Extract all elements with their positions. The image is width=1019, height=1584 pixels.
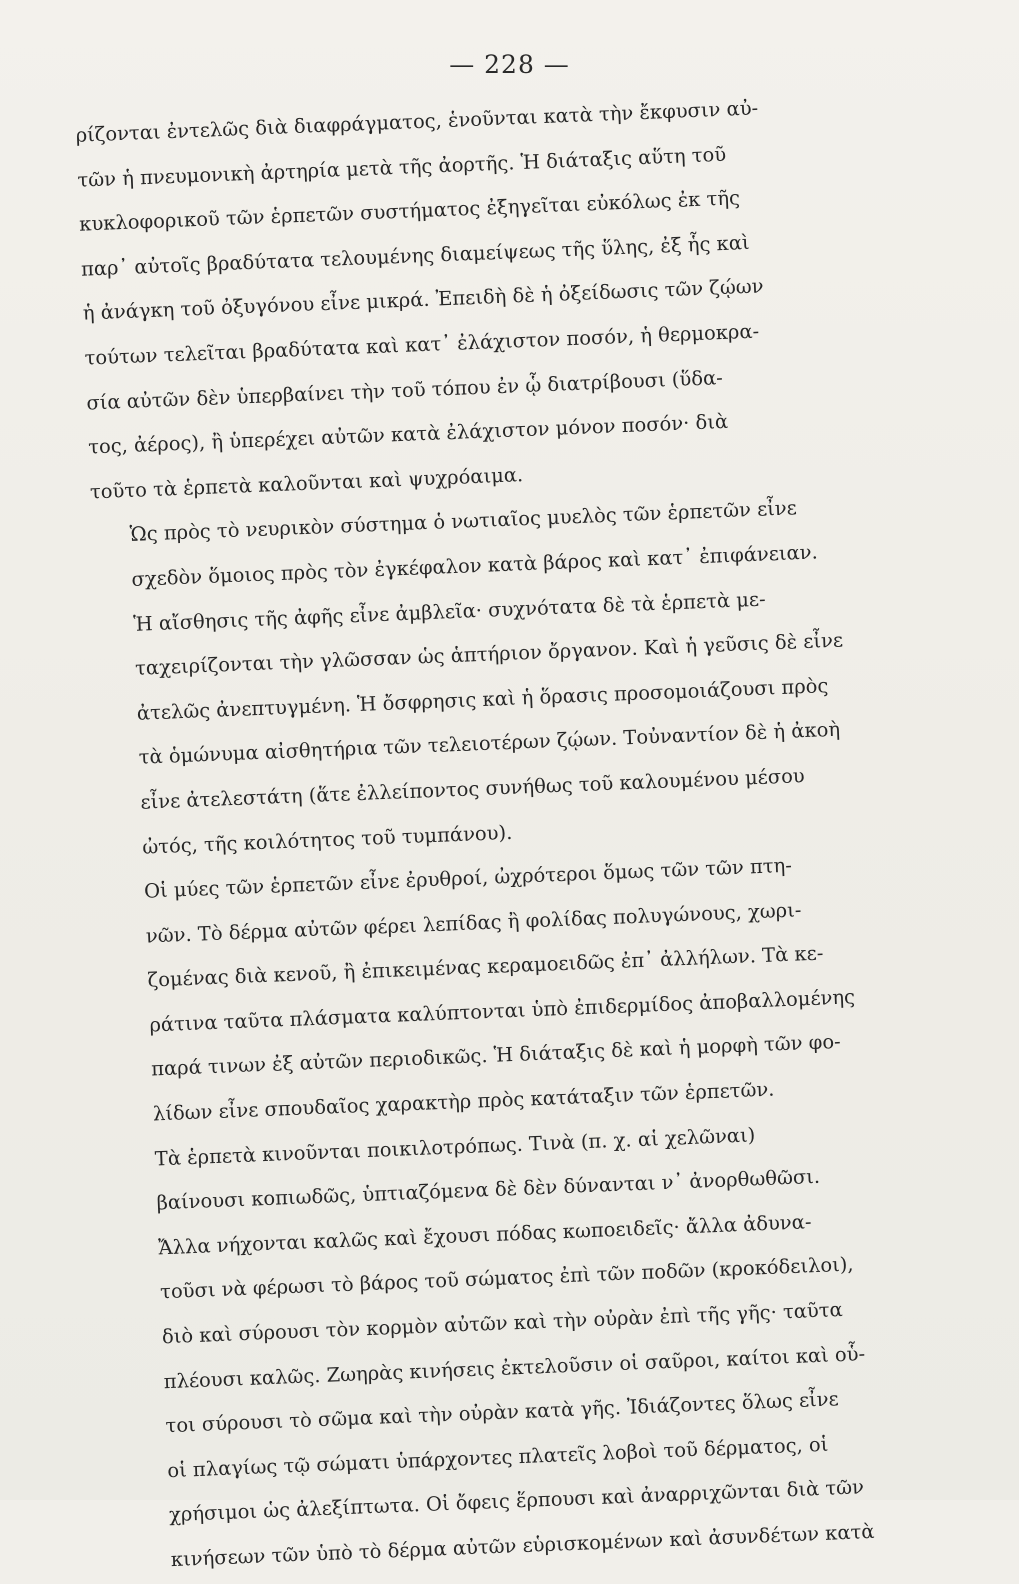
text-line: Ἄλλα νήχονται καλῶς καὶ ἔχουσι πόδας κωποειδεῖς· ἄλλα ἀδυνα-	[157, 1210, 812, 1260]
text-line: χρήσιμοι ὡς ἀλεξίπτωτα. Οἱ ὄφεις ἕρπουσι καὶ ἀναρριχῶνται διὰ τῶν	[168, 1475, 865, 1527]
paragraph	[75, 79, 950, 515]
text-line: Ὡς πρὸς τὸ νευρικὸν σύστημα ὁ νωτιαῖος μυελὸς τῶν ἑρπετῶν εἶνε	[129, 496, 798, 547]
text-line: τος, ἀέρος), ἢ ὑπερέχει αὐτῶν κατὰ ἐλάχιστον μόνον ποσόν· διὰ	[87, 410, 729, 459]
text-line: διὸ καὶ σύρουσι τὸν κορμὸν αὐτῶν καὶ τὴν οὐρὰν ἐπὶ τῆς γῆς· ταῦτα	[161, 1298, 844, 1349]
body-text	[75, 79, 993, 1584]
text-line: νῶν. Τὸ δέρμα αὐτῶν φέρει λεπίδας ἢ φολίδας πολυγώνους, χωρι-	[145, 898, 802, 948]
text-line: Τὰ ἑρπετὰ κινοῦνται ποικιλοτρόπως. Τινὰ (π. χ. αἱ χελῶναι)	[154, 1123, 756, 1171]
text-line: τοῦτο τὰ ἑρπετὰ καλοῦνται καὶ ψυχρόαιμα.	[89, 462, 524, 504]
paragraph	[95, 569, 965, 871]
paragraph	[116, 1104, 993, 1584]
text-line: Ἡ αἴσθησις τῆς ἀφῆς εἶνε ἀμβλεῖα· συχνότατα δὲ τὰ ἑρπετὰ με-	[132, 587, 766, 636]
text-line: ὠτός, τῆς κοιλότητος τοῦ τυμπάνου).	[141, 820, 513, 859]
text-line: τῶν ἡ πνευμονικὴ ἀρτηρία μετὰ τῆς ἀορτῆς. Ἡ διάταξις αὕτη τοῦ	[77, 142, 727, 192]
text-line: ράτινα ταῦτα πλάσματα καλύπτονται ὑπὸ ἐπιδερμίδος ἀποβαλλομένης	[148, 985, 856, 1037]
text-line: Οἱ μύες τῶν ἑρπετῶν εἶνε ἐρυθροί, ὠχρότεροι ὅμως τῶν τῶν πτη-	[143, 853, 793, 903]
text-line: ταχειρίζονται τὴν γλῶσσαν ὡς ἁπτήριον ὄργανον. Καὶ ἡ γεῦσις δὲ εἶνε	[134, 628, 844, 680]
text-line: παρ᾽ αὐτοῖς βραδύτατα τελουμένης διαμείψεως τῆς ὕλης, ἐξ ἧς καὶ	[80, 230, 750, 281]
text-line: τοῦσι νὰ φέρωσι τὸ βάρος τοῦ σώματος ἐπὶ τῶν ποδῶν (κροκόδειλοι),	[159, 1252, 854, 1304]
text-line: βαίνουσι κοπιωδῶς, ὑπτιαζόμενα δὲ δὲν δύνανται ν᾽ ἀνορθωθῶσι.	[156, 1165, 821, 1215]
text-line: τὰ ὁμώνυμα αἰσθητήρια τῶν τελειοτέρων ζῴων. Τοὐναντίον δὲ ἡ ἀκοὴ	[138, 717, 841, 770]
text-line: πλέουσι καλῶς. Ζωηρὰς κινήσεις ἐκτελοῦσιν οἱ σαῦροι, καίτοι καὶ οὗ-	[163, 1341, 866, 1393]
page-number: — 228 —	[449, 50, 570, 79]
text-line: παρά τινων ἐξ αὐτῶν περιοδικῶς. Ἡ διάταξις δὲ καὶ ἡ μορφὴ τῶν φο-	[150, 1030, 842, 1082]
text-line: σχεδὸν ὅμοιος πρὸς τὸν ἐγκέφαλον κατὰ βάρος καὶ κατ᾽ ἐπιφάνειαν.	[131, 540, 819, 591]
text-line: ζομένας διὰ κενοῦ, ἢ ἐπικειμένας κεραμοειδῶς ἐπ᾽ ἀλλήλων. Τὰ κε-	[147, 941, 824, 992]
text-line: λίδων εἶνε σπουδαῖος χαρακτὴρ πρὸς κατάταξιν τῶν ἑρπετῶν.	[152, 1077, 775, 1126]
text-line: ἡ ἀνάγκη τοῦ ὀξυγόνου εἶνε μικρά. Ἐπειδὴ δὲ ἡ ὀξείδωσις τῶν ζῴων	[82, 274, 764, 326]
text-line: εἶνε ἀτελεστάτη (ἅτε ἐλλείποντος συνήθως τοῦ καλουμένου μέσου	[140, 764, 806, 814]
text-line: οἱ πλαγίως τῷ σώματι ὑπάρχοντες πλατεῖς λοβοὶ τοῦ δέρματος, οἱ	[166, 1432, 829, 1483]
paragraph	[105, 837, 975, 1139]
text-line: κυκλοφορικοῦ τῶν ἑρπετῶν συστήματος ἐξηγεῖται εὐκόλως ἐκ τῆς	[78, 186, 741, 236]
text-line: τούτων τελεῖται βραδύτατα καὶ κατ᾽ ἐλάχιστον ποσόν, ἡ θερμοκρα-	[84, 319, 760, 370]
text-line: κινήσεων τῶν ὑπὸ τὸ δέρμα αὐτῶν εὑρισκομένων καὶ ἀσυνδέτων κατὰ	[170, 1519, 875, 1572]
text-line: τοι σύρουσι τὸ σῶμα καὶ τὴν οὐρὰν κατὰ γῆς. Ἰδιάζοντες ὅλως εἶνε	[165, 1387, 840, 1438]
text-line: ρίζονται ἐντελῶς διὰ διαφράγματος, ἑνοῦνται κατὰ τὴν ἔκφυσιν αὐ-	[75, 96, 759, 147]
text-line: σία αὐτῶν δὲν ὑπερβαίνει τὴν τοῦ τόπου ἐν ᾧ διατρίβουσι (ὕδα-	[85, 365, 724, 415]
text-line: ἀτελῶς ἀνεπτυγμένη. Ἡ ὄσφρησις καὶ ἡ ὅρασις προσομοιάζουσι πρὸς	[136, 673, 829, 725]
